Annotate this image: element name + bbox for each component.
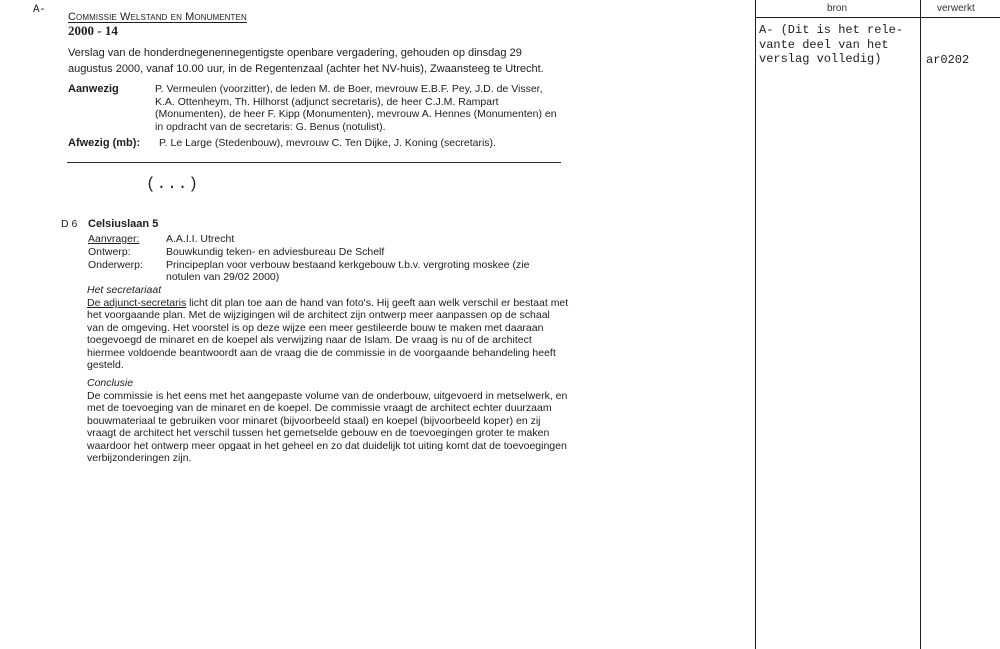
applicant-label: Aanvrager: [88,233,140,245]
subject-value: Principeplan voor verbouw bestaand kerkgebouw t.b.v. vergroting moskee (zie notulen van 29/02 2000) [166,259,530,283]
verwerkt-column-header: verwerkt [937,3,975,14]
absent-label: Afwezig (mb): [68,137,141,149]
absent-list: P. Le Large (Stedenbouw), mevrouw C. Ten Dijke, J. Koning (secretaris). [159,137,496,149]
subject-label: Onderwerp: [88,259,143,271]
agenda-item-title: Celsiuslaan 5 [88,218,159,230]
margin-marker: A- [33,4,46,16]
document-number: 2000 - 14 [68,23,118,38]
secretariat-lead: De adjunct-secretaris [87,297,187,309]
conclusion-heading: Conclusie [87,377,134,389]
meeting-description: Verslag van de honderdnegenennegentigste openbare vergadering, gehouden op dinsdag 29 augustus 2000, vanaf 10.00 uur, in de Regentenzaal (achter het NV-huis), Zwaansteeg te Utrecht. [68,47,544,75]
agenda-item-code: D 6 [61,218,78,230]
design-value: Bouwkundig teken- en adviesbureau De Schelf [166,246,385,258]
column-header-rule [755,17,1000,18]
secretariat-text: licht dit plan toe aan de hand van foto's. Hij geeft aan welk verschil er bestaat met het voorgaande plan. Met de wijzigingen wil de architect zijn ontwerp meer aanpassen op de schaal van de omgeving. Het voorstel is op deze wijze een meer gestileerde bouw te maken met daaraan toegevoegd de minaret en de koepel als verwijzing naar de Islam. De vraag is nu of de architect hiermee voldoende beantwoordt aan de vraag die de commissie in de voorgaande behandeling heeft gesteld. [87,297,569,372]
bron-column-border [755,0,756,649]
omission-marker: (...) [146,175,200,193]
section-divider [67,162,561,163]
commission-title: Commissie Welstand en Monumenten [68,11,247,23]
applicant-value: A.A.I.I. Utrecht [166,233,235,245]
present-list: P. Vermeulen (voorzitter), de leden M. de Boer, mevrouw E.B.F. Pey, J.D. de Visser, K.A. Ottenheym, Th. Hilhorst (adjunct secretaris), de heer C.J.M. Rampart (Monumenten), de heer F. Kipp (Monumenten), mevrouw A. Hennes (Monumenten) en in opdracht van de secretaris: G. Benus (notulist). [155,83,557,133]
design-label: Ontwerp: [88,246,131,258]
bron-note: A- (Dit is het rele- vante deel van het verslag volledig) [759,23,904,66]
bron-column-header: bron [827,3,848,14]
secretariat-heading: Het secretariaat [87,284,162,296]
present-label: Aanwezig [68,83,119,95]
verwerkt-column-border [920,0,921,649]
verwerkt-value: ar0202 [926,53,970,67]
secretariat-paragraph [87,297,569,371]
conclusion-paragraph: De commissie is het eens met het aangepaste volume van de onderbouw, uitgevoerd in metselwerk, en met de toevoeging van de minaret en de koepel. De commissie vraagt de architect echter duurzaam bouwmateriaal te gebruiken voor minaret (bijvoorbeeld staal) en koepel (bijvoorbeeld koper) en zij vraagt de architect het verschil tussen het gemetselde gebouw en de toevoegingen groter te maken waardoor het ontwerp meer opgaat in het geheel en zo dat duidelijk tot uiting komt dat de toevoegingen verbijzonderingen zijn. [87,390,568,465]
